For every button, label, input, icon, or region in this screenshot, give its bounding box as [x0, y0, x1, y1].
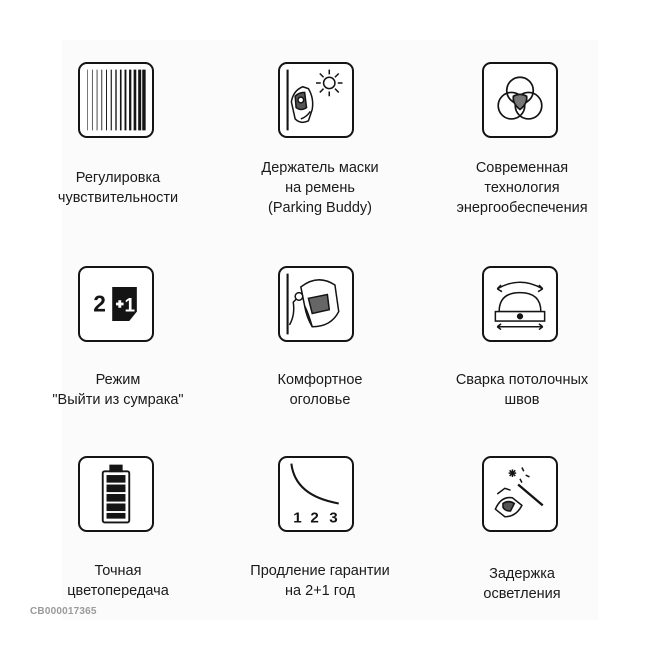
badge-one: 1: [124, 295, 136, 317]
badge-two: 2: [93, 290, 106, 317]
venn-circles-icon: [482, 62, 558, 138]
feature-label-parking-buddy: Держатель маски на ремень (Parking Buddy): [261, 160, 379, 216]
battery-icon: [78, 456, 154, 532]
overhead-level-icon: [482, 266, 558, 342]
two-plus-one-icon: [78, 266, 154, 342]
catalog-code: CB000017365: [30, 606, 97, 617]
warranty-year-2: 2: [310, 509, 319, 527]
feature-label-color: Точная цветопередача: [67, 563, 169, 599]
welding-delay-icon: [482, 456, 558, 532]
stripes-icon: [78, 62, 154, 138]
feature-label-delay: Задержка осветления: [483, 566, 561, 602]
feature-label-grind-mode: Режим "Выйти из сумрака": [52, 372, 184, 408]
feature-label-headgear: Комфортное оголовье: [277, 372, 363, 408]
feature-label-overhead: Сварка потолочных швов: [455, 372, 589, 408]
feature-label-warranty: Продление гарантии на 2+1 год: [250, 563, 390, 599]
warranty-curve-icon: [278, 456, 354, 532]
feature-label-power: Современная технология энергообеспечения: [456, 160, 588, 216]
warranty-year-1: 1: [293, 509, 302, 527]
mask-holder-icon: [278, 62, 354, 138]
headgear-icon: [278, 266, 354, 342]
feature-label-sensitivity: Регулировка чувствительности: [57, 170, 179, 206]
warranty-year-3: 3: [329, 509, 338, 527]
